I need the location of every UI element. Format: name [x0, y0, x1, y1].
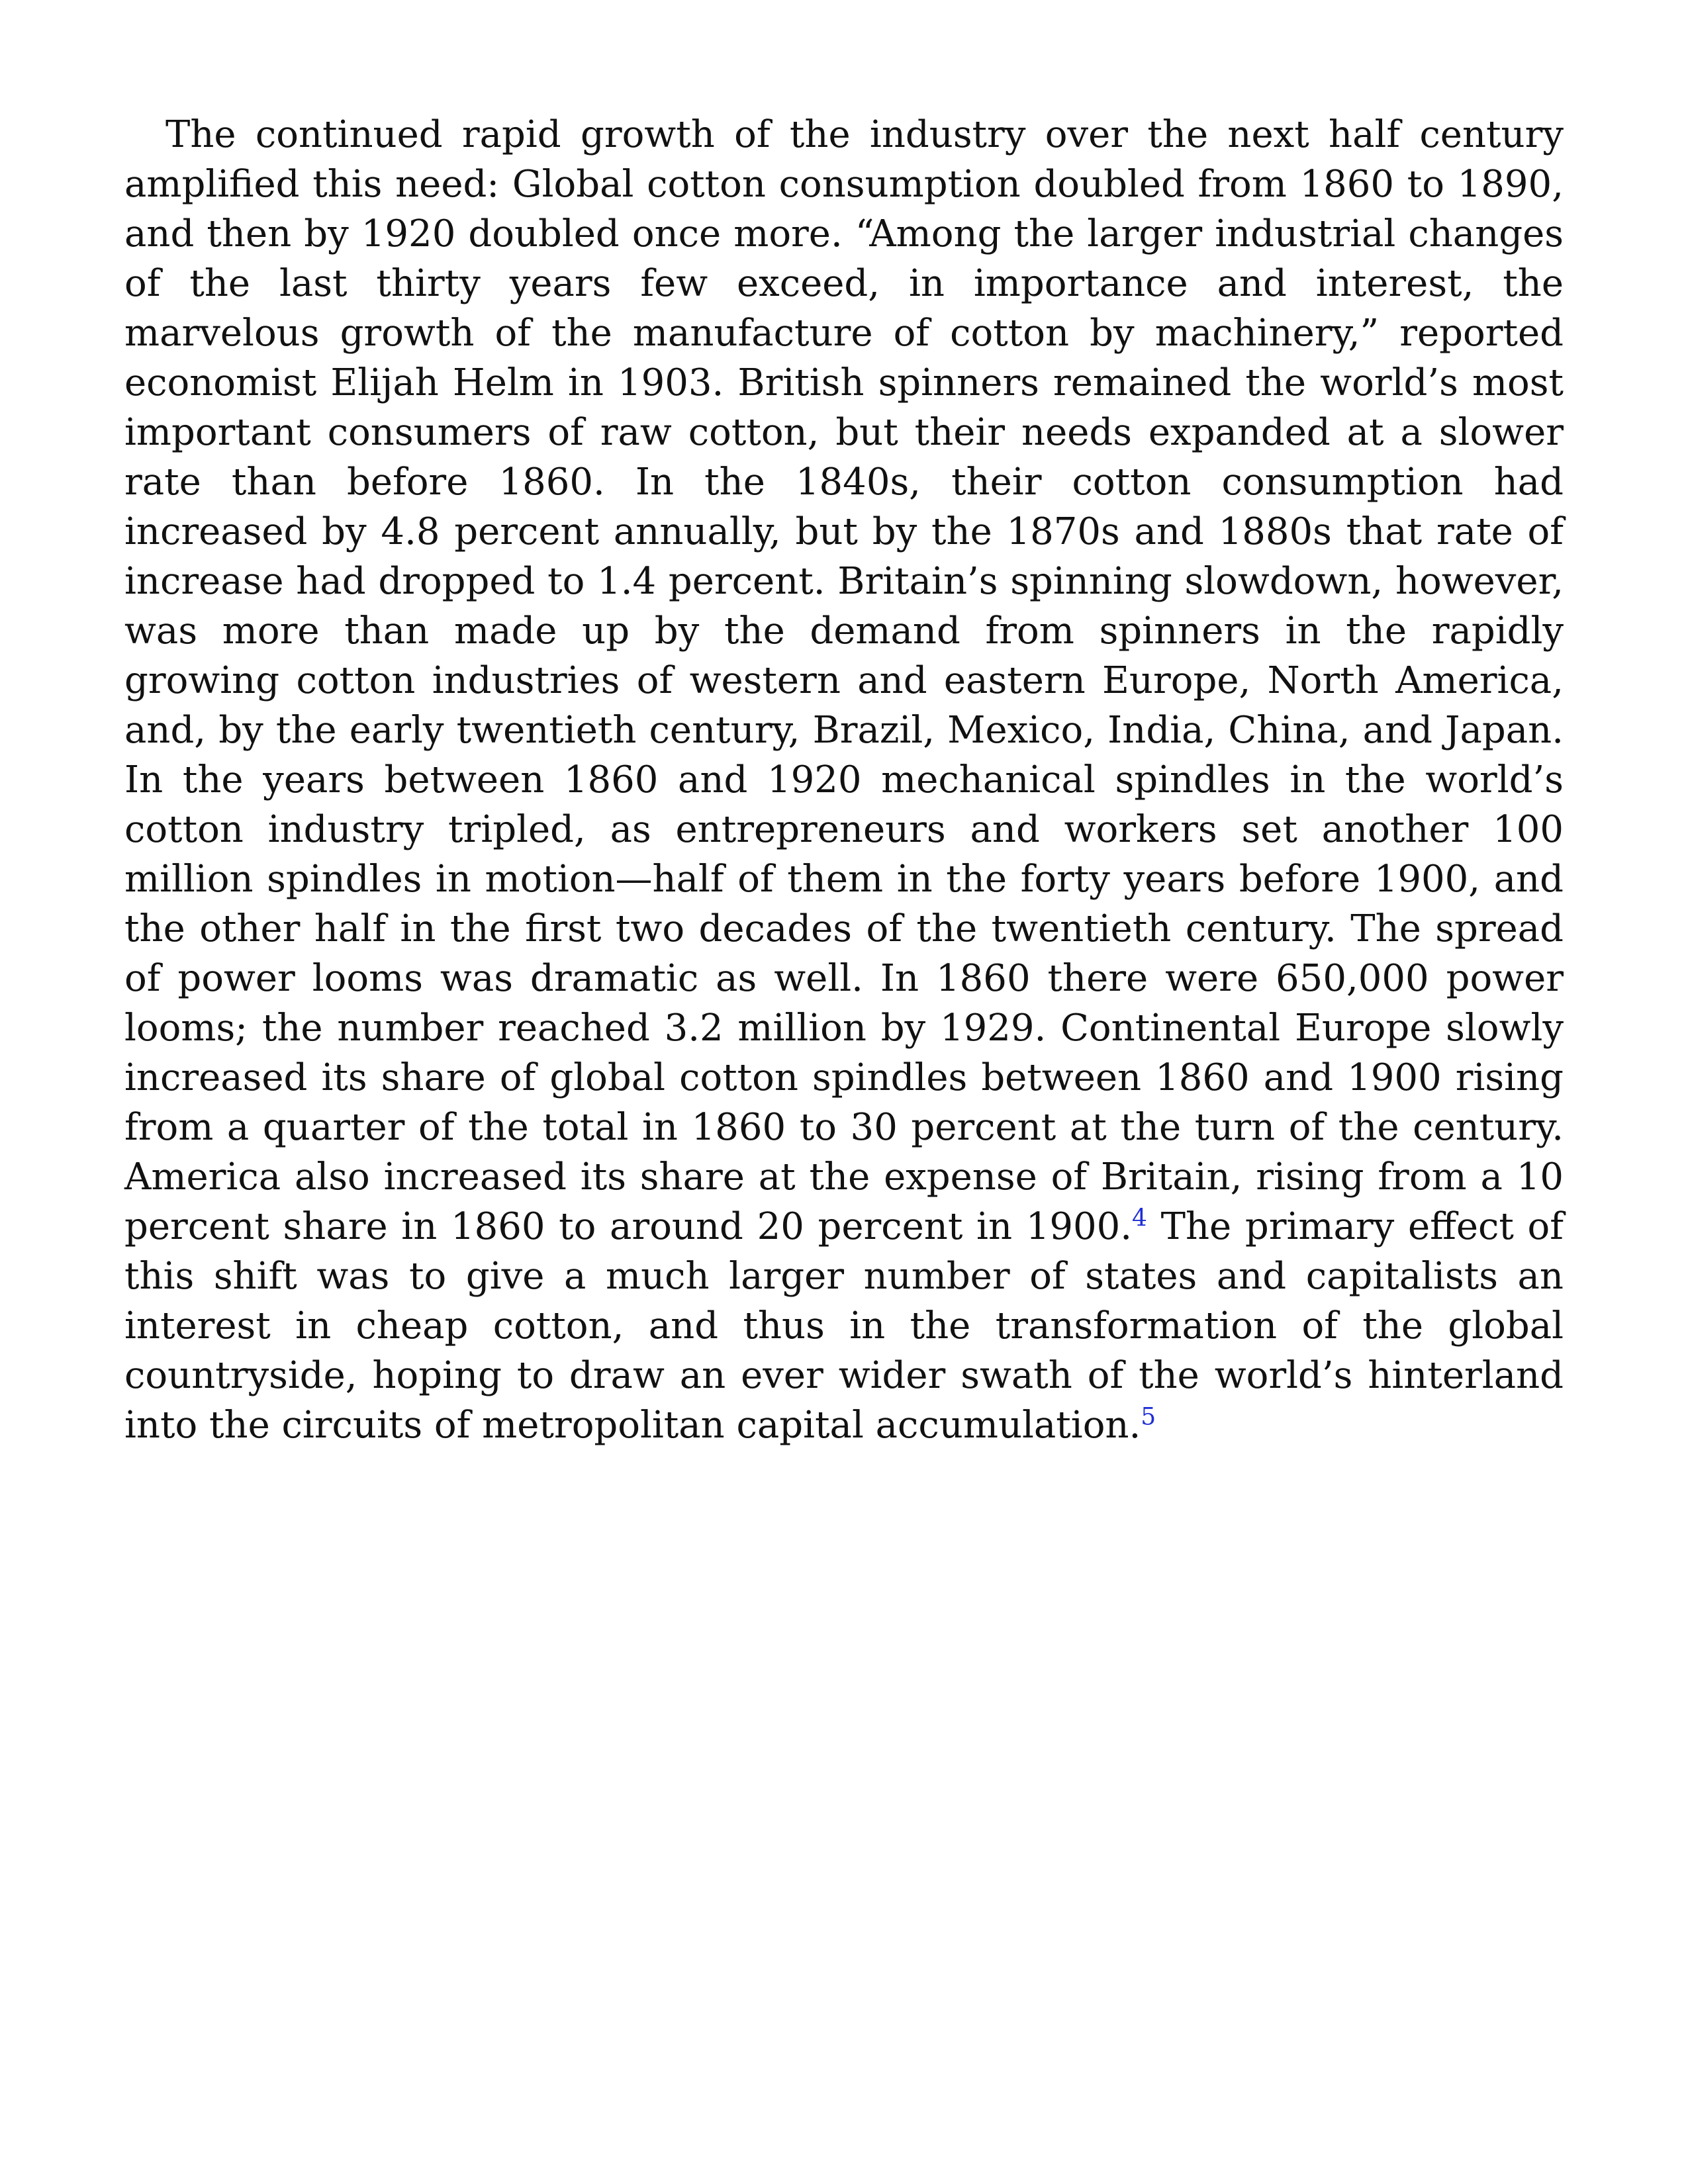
paragraph — [124, 110, 1564, 1450]
footnote-ref-5[interactable]: 5 — [1141, 1403, 1156, 1431]
paragraph-text-part-1: The continued rapid growth of the industry over the next half century amplified this need: Global cotton consumption doubled from 1860 to 1890, and then by 1920 doubled once more. “Among the larger industrial changes of the last thirty years few exceed, in importance and interest, the marvelous growth of the manufacture of cotton by machinery,” reported economist Elijah Helm in 1903. British spinners remained the world’s most important consumers of raw cotton, but their needs expanded at a slower rate than before 1860. In the 1840s, their cotton consumption had increased by 4.8 percent annually, but by the 1870s and 1880s that rate of increase had dropped to 1.4 percent. Britain’s spinning slowdown, however, was more than made up by the demand from spinners in the rapidly growing cotton industries of western and eastern Europe, North America, and, by the early twentieth century, Brazil, Mexico, India, China, and Japan. In the years between 1860 and 1920 mechanical spindles in the world’s cotton industry tripled, as entrepreneurs and workers set another 100 million spindles in motion—half of them in the forty years before 1900, and the other half in the first two decades of the twentieth century. The spread of power looms was dramatic as well. In 1860 there were 650,000 power looms; the number reached 3.2 million by 1929. Continental Europe slowly increased its share of global cotton spindles between 1860 and 1900 rising from a quarter of the total in 1860 to 30 percent at the turn of the century. America also increased its share at the expense of Britain, rising from a 10 percent share in 1860 to around 20 percent in 1900. — [124, 113, 1564, 1248]
body-text — [124, 110, 1564, 1450]
paragraph-text-part-2: The primary effect of this shift was to give a much larger number of states and capitalists an interest in cheap cotton, and thus in the transformation of the global countryside, hoping to draw an ever wider swath of the world’s hinterland into the circuits of metropolitan capital accumulation. — [124, 1205, 1564, 1447]
footnote-ref-4[interactable]: 4 — [1132, 1205, 1147, 1232]
